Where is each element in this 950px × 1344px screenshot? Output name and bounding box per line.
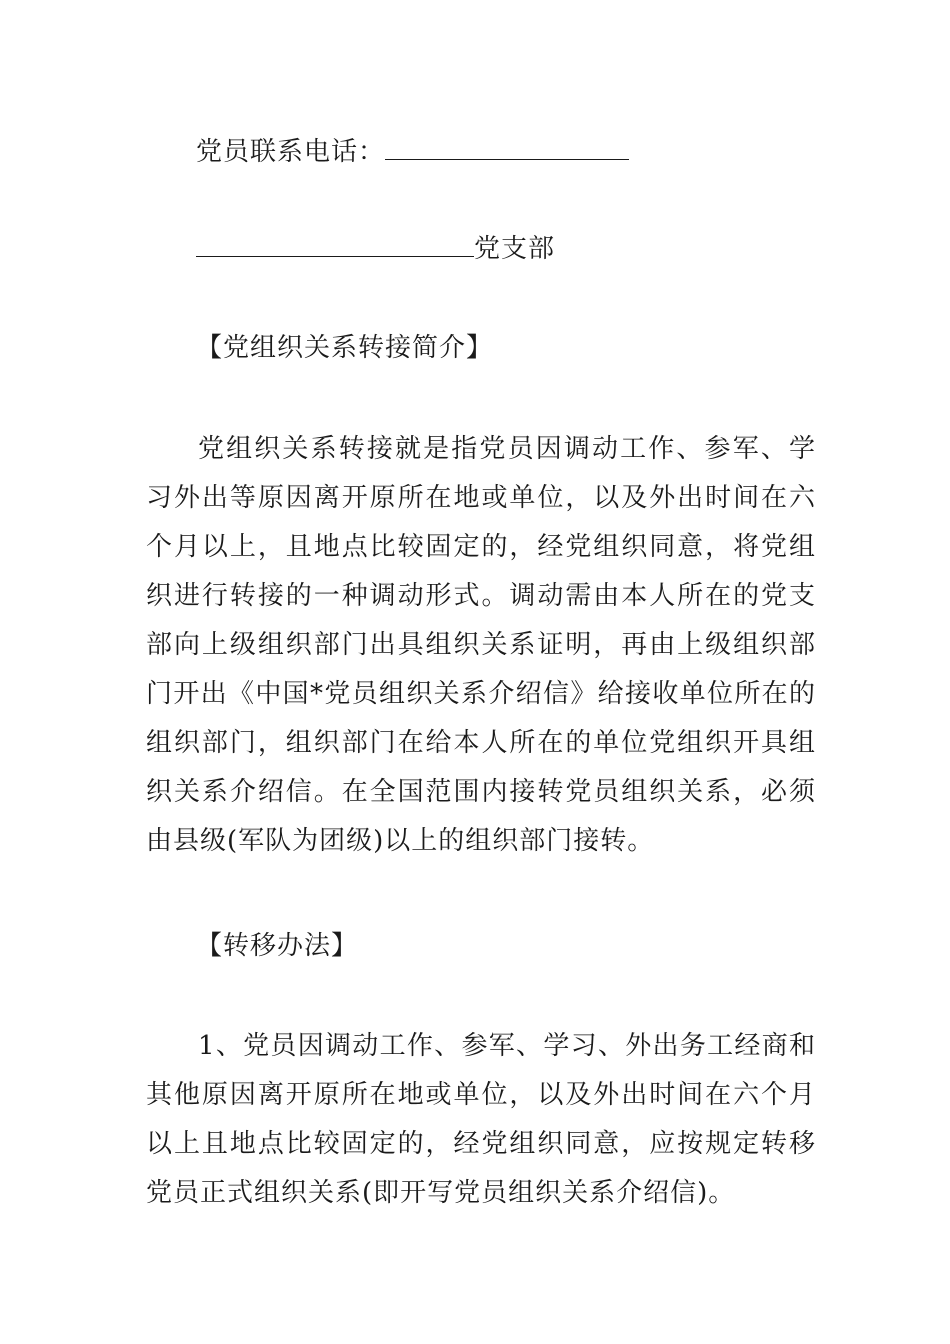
phone-label: 党员联系电话： [196, 137, 386, 167]
intro-heading: 【党组织关系转接简介】 [196, 333, 494, 363]
phone-blank-line[interactable] [385, 137, 629, 160]
method-heading: 【转移办法】 [196, 931, 359, 961]
branch-blank-line[interactable] [196, 234, 474, 257]
phone-field [196, 137, 629, 167]
branch-label: 党支部 [474, 234, 556, 264]
method-item-1: 1、党员因调动工作、参军、学习、外出务工经商和其他原因离开原所在地或单位，以及外出时间在六个月以上且地点比较固定的，经党组织同意，应按规定转移党员正式组织关系(即开写党员组织关系介绍信)。 [146, 1031, 816, 1208]
branch-field [196, 234, 555, 264]
intro-paragraph: 党组织关系转接就是指党员因调动工作、参军、学习外出等原因离开原所在地或单位，以及外出时间在六个月以上，且地点比较固定的，经党组织同意，将党组织进行转接的一种调动形式。调动需由本人所在的党支部向上级组织部门出具组织关系证明，再由上级组织部门开出《中国*党员组织关系介绍信》给接收单位所在的组织部门，组织部门在给本人所在的单位党组织开具组织关系介绍信。在全国范围内接转党员组织关系，必须由县级(军队为团级)以上的组织部门接转。 [146, 434, 816, 856]
